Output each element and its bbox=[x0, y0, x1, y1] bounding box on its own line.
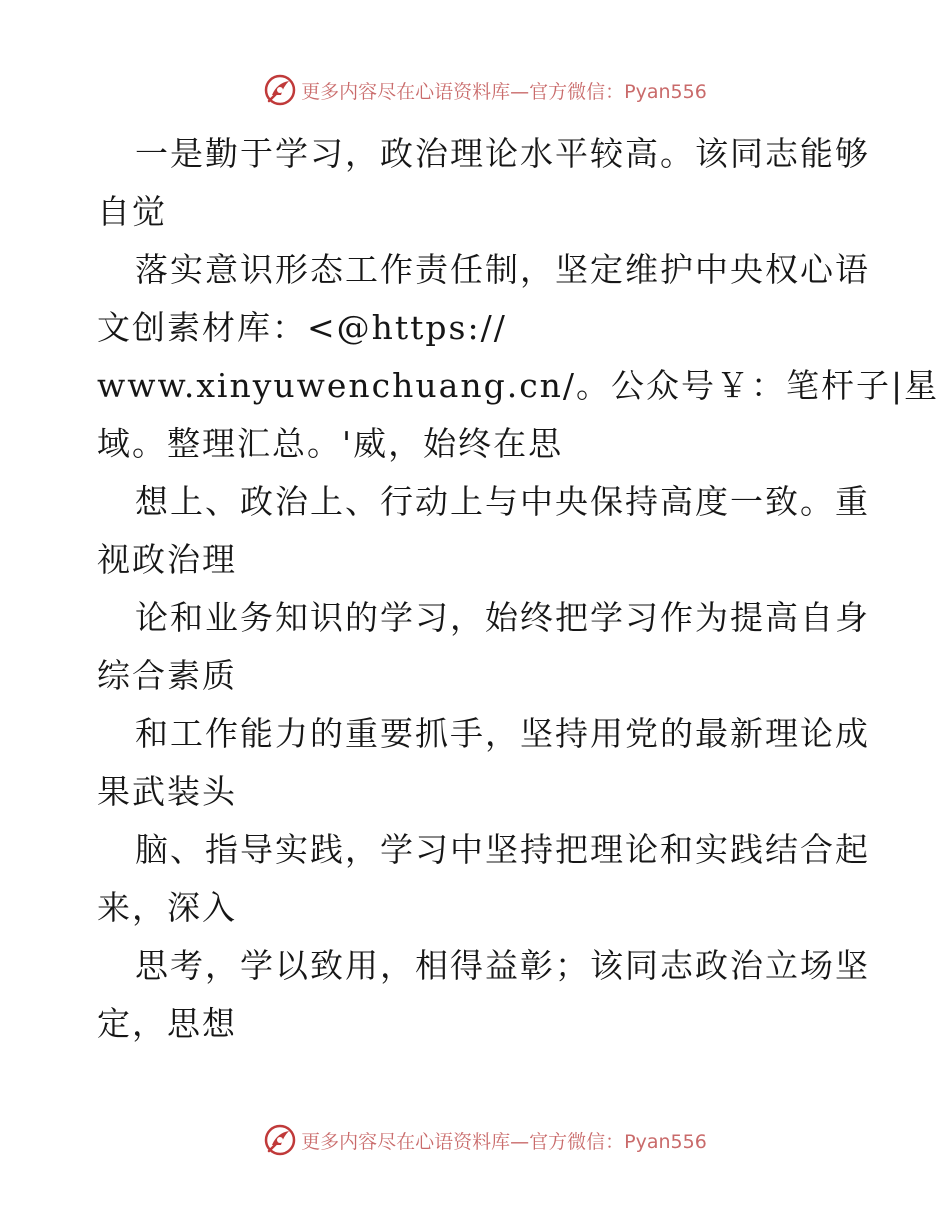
body-line: 来，深入 bbox=[97, 888, 237, 927]
body-line: 论和业务知识的学习，始终把学习作为提高自身 bbox=[135, 598, 870, 637]
body-line: 视政治理 bbox=[97, 540, 237, 579]
body-line: 落实意识形态工作责任制，坚定维护中央权心语 bbox=[135, 250, 870, 289]
body-line: 想上、政治上、行动上与中央保持高度一致。重 bbox=[135, 482, 870, 521]
body-line: www.xinyuwenchuang.cn/。公众号￥：笔杆子|星 bbox=[97, 366, 940, 405]
body-line: 定，思想 bbox=[97, 1004, 237, 1043]
footer-banner bbox=[0, 1120, 950, 1160]
document-body bbox=[97, 125, 940, 1053]
footer-banner-text: 更多内容尽在心语资料库—官方微信：Pyan556 bbox=[301, 1130, 707, 1153]
body-line: 思考，学以致用，相得益彰；该同志政治立场坚 bbox=[135, 946, 870, 985]
body-line: 果武装头 bbox=[97, 772, 237, 811]
body-line: 自觉 bbox=[97, 192, 167, 231]
pen-logo-icon bbox=[263, 73, 297, 107]
body-line: 综合素质 bbox=[97, 656, 237, 695]
body-line: 和工作能力的重要抓手，坚持用党的最新理论成 bbox=[135, 714, 870, 753]
body-line: 文创素材库：<@https:// bbox=[97, 308, 507, 347]
header-banner-text: 更多内容尽在心语资料库—官方微信：Pyan556 bbox=[301, 80, 707, 103]
body-line: 域。整理汇总。'威，始终在思 bbox=[97, 424, 564, 463]
footer-banner-inner bbox=[263, 1123, 707, 1157]
body-line: 一是勤于学习，政治理论水平较高。该同志能够 bbox=[135, 134, 870, 173]
header-banner bbox=[0, 70, 950, 110]
header-banner-inner bbox=[263, 73, 707, 107]
pen-logo-icon bbox=[263, 1123, 297, 1157]
body-line: 脑、指导实践，学习中坚持把理论和实践结合起 bbox=[135, 830, 870, 869]
